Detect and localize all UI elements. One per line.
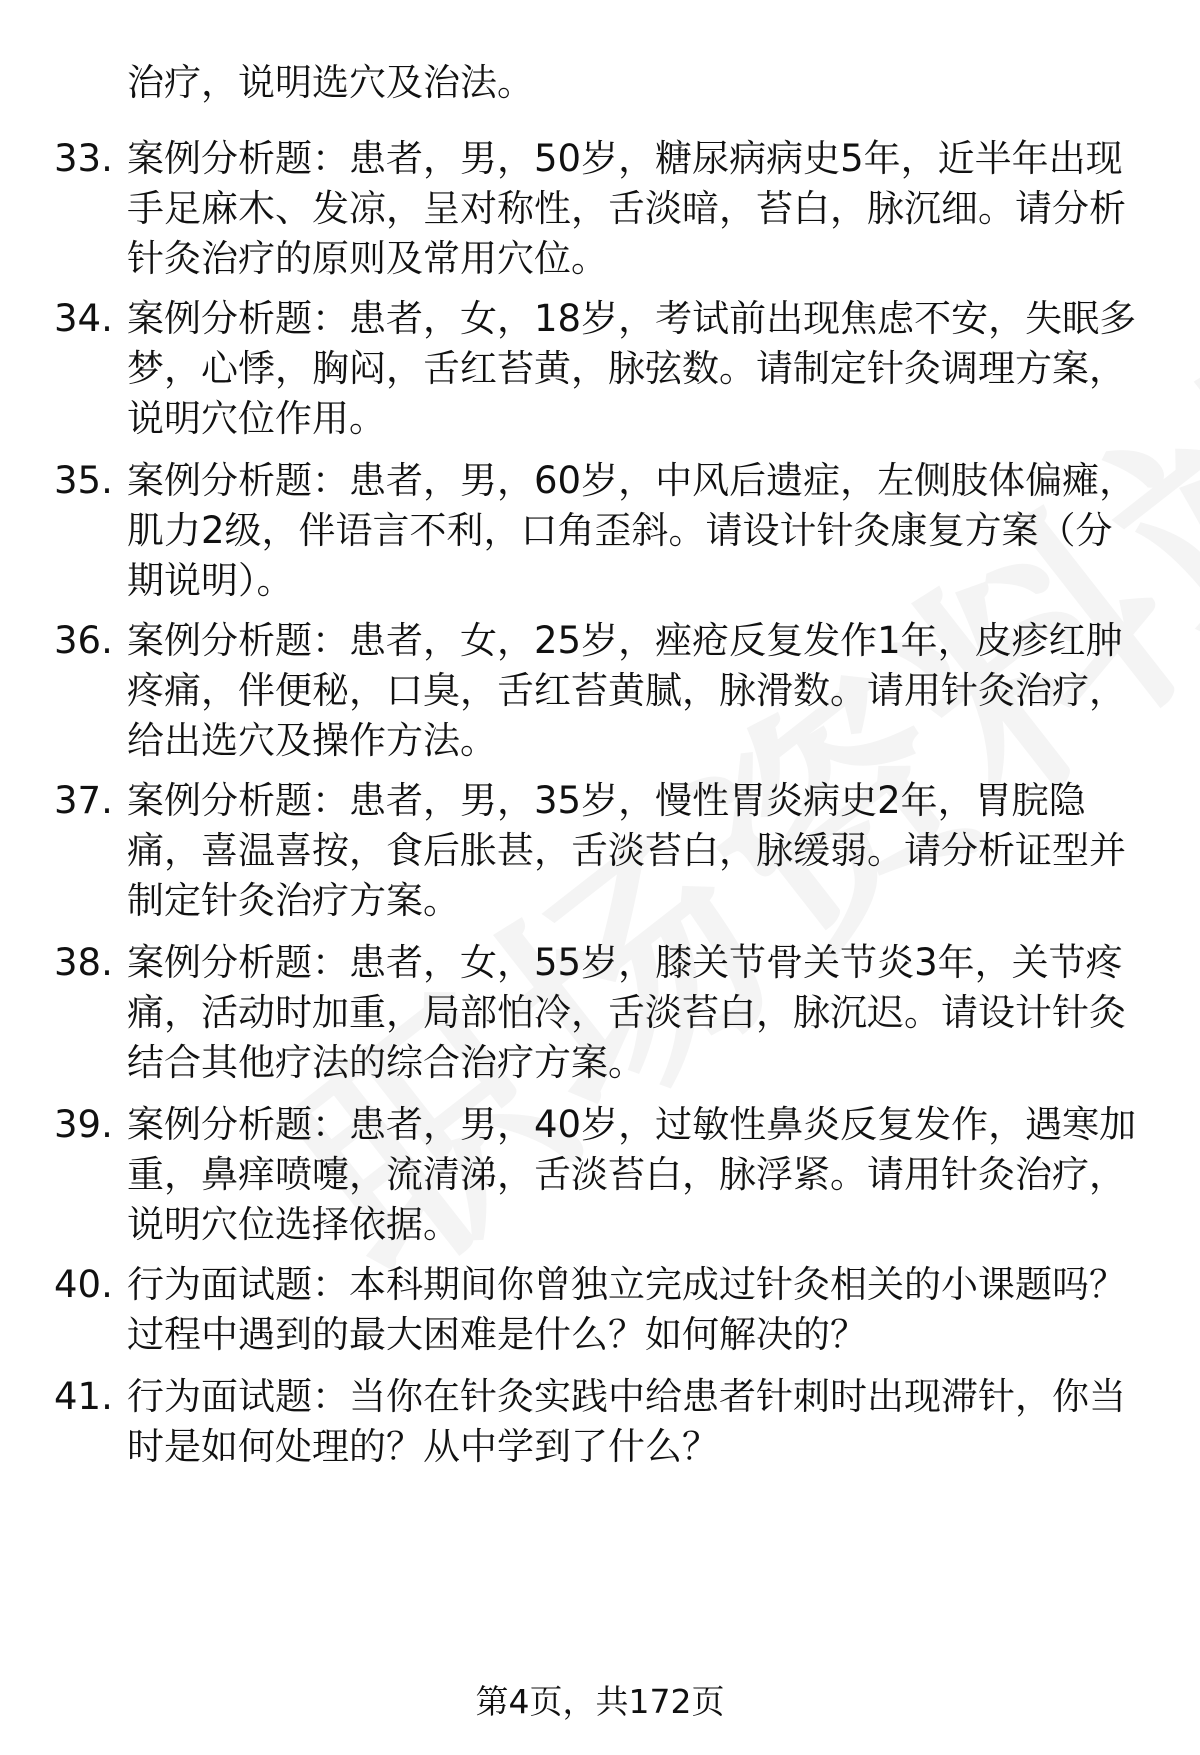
question-item (54, 616, 1154, 766)
question-number: 38. (54, 941, 113, 984)
question-number: 36. (54, 619, 113, 662)
question-text: 行为面试题：当你在针灸实践中给患者针刺时出现滞针，你当时是如何处理的？从中学到了什么？ (127, 1375, 1126, 1468)
question-text: 案例分析题：患者，男，60岁，中风后遗症，左侧肢体偏瘫，肌力2级，伴语言不利，口角歪斜。请设计针灸康复方案（分期说明）。 (127, 459, 1137, 602)
question-text: 案例分析题：患者，女，18岁，考试前出现焦虑不安，失眠多梦，心悸，胸闷，舌红苔黄，脉弦数。请制定针灸调理方案，说明穴位作用。 (127, 297, 1137, 440)
question-item (54, 294, 1154, 444)
question-text: 案例分析题：患者，男，40岁，过敏性鼻炎反复发作，遇寒加重，鼻痒喷嚏，流清涕，舌淡苔白，脉浮紧。请用针灸治疗，说明穴位选择依据。 (127, 1103, 1137, 1246)
question-text: 案例分析题：患者，男，50岁，糖尿病病史5年，近半年出现手足麻木、发凉，呈对称性，舌淡暗，苔白，脉沉细。请分析针灸治疗的原则及常用穴位。 (127, 137, 1126, 280)
question-text: 案例分析题：患者，女，25岁，痤疮反复发作1年，皮疹红肿疼痛，伴便秘，口臭，舌红苔黄腻，脉滑数。请用针灸治疗，给出选穴及操作方法。 (127, 619, 1126, 762)
question-number: 39. (54, 1103, 113, 1146)
question-number: 35. (54, 459, 113, 502)
question-item (54, 938, 1154, 1088)
question-number: 34. (54, 297, 113, 340)
continued-text: 治疗，说明选穴及治法。 (127, 61, 534, 104)
question-item (54, 134, 1154, 284)
question-text: 案例分析题：患者，男，35岁，慢性胃炎病史2年，胃脘隐痛，喜温喜按，食后胀甚，舌淡苔白，脉缓弱。请分析证型并制定针灸治疗方案。 (127, 779, 1126, 922)
question-item (54, 456, 1154, 606)
question-text: 行为面试题：本科期间你曾独立完成过针灸相关的小课题吗？过程中遇到的最大困难是什么？如何解决的？ (127, 1263, 1126, 1356)
question-number: 33. (54, 137, 113, 180)
question-item (54, 776, 1154, 926)
question-number: 40. (54, 1263, 113, 1306)
question-item (54, 1100, 1154, 1250)
question-item (54, 1372, 1154, 1472)
question-item (54, 1260, 1154, 1360)
page-footer: 第4页，共172页 (475, 1682, 725, 1721)
question-number: 41. (54, 1375, 113, 1418)
question-number: 37. (54, 779, 113, 822)
question-text: 案例分析题：患者，女，55岁，膝关节骨关节炎3年，关节疼痛，活动时加重，局部怕冷，舌淡苔白，脉沉迟。请设计针灸结合其他疗法的综合治疗方案。 (127, 941, 1126, 1084)
